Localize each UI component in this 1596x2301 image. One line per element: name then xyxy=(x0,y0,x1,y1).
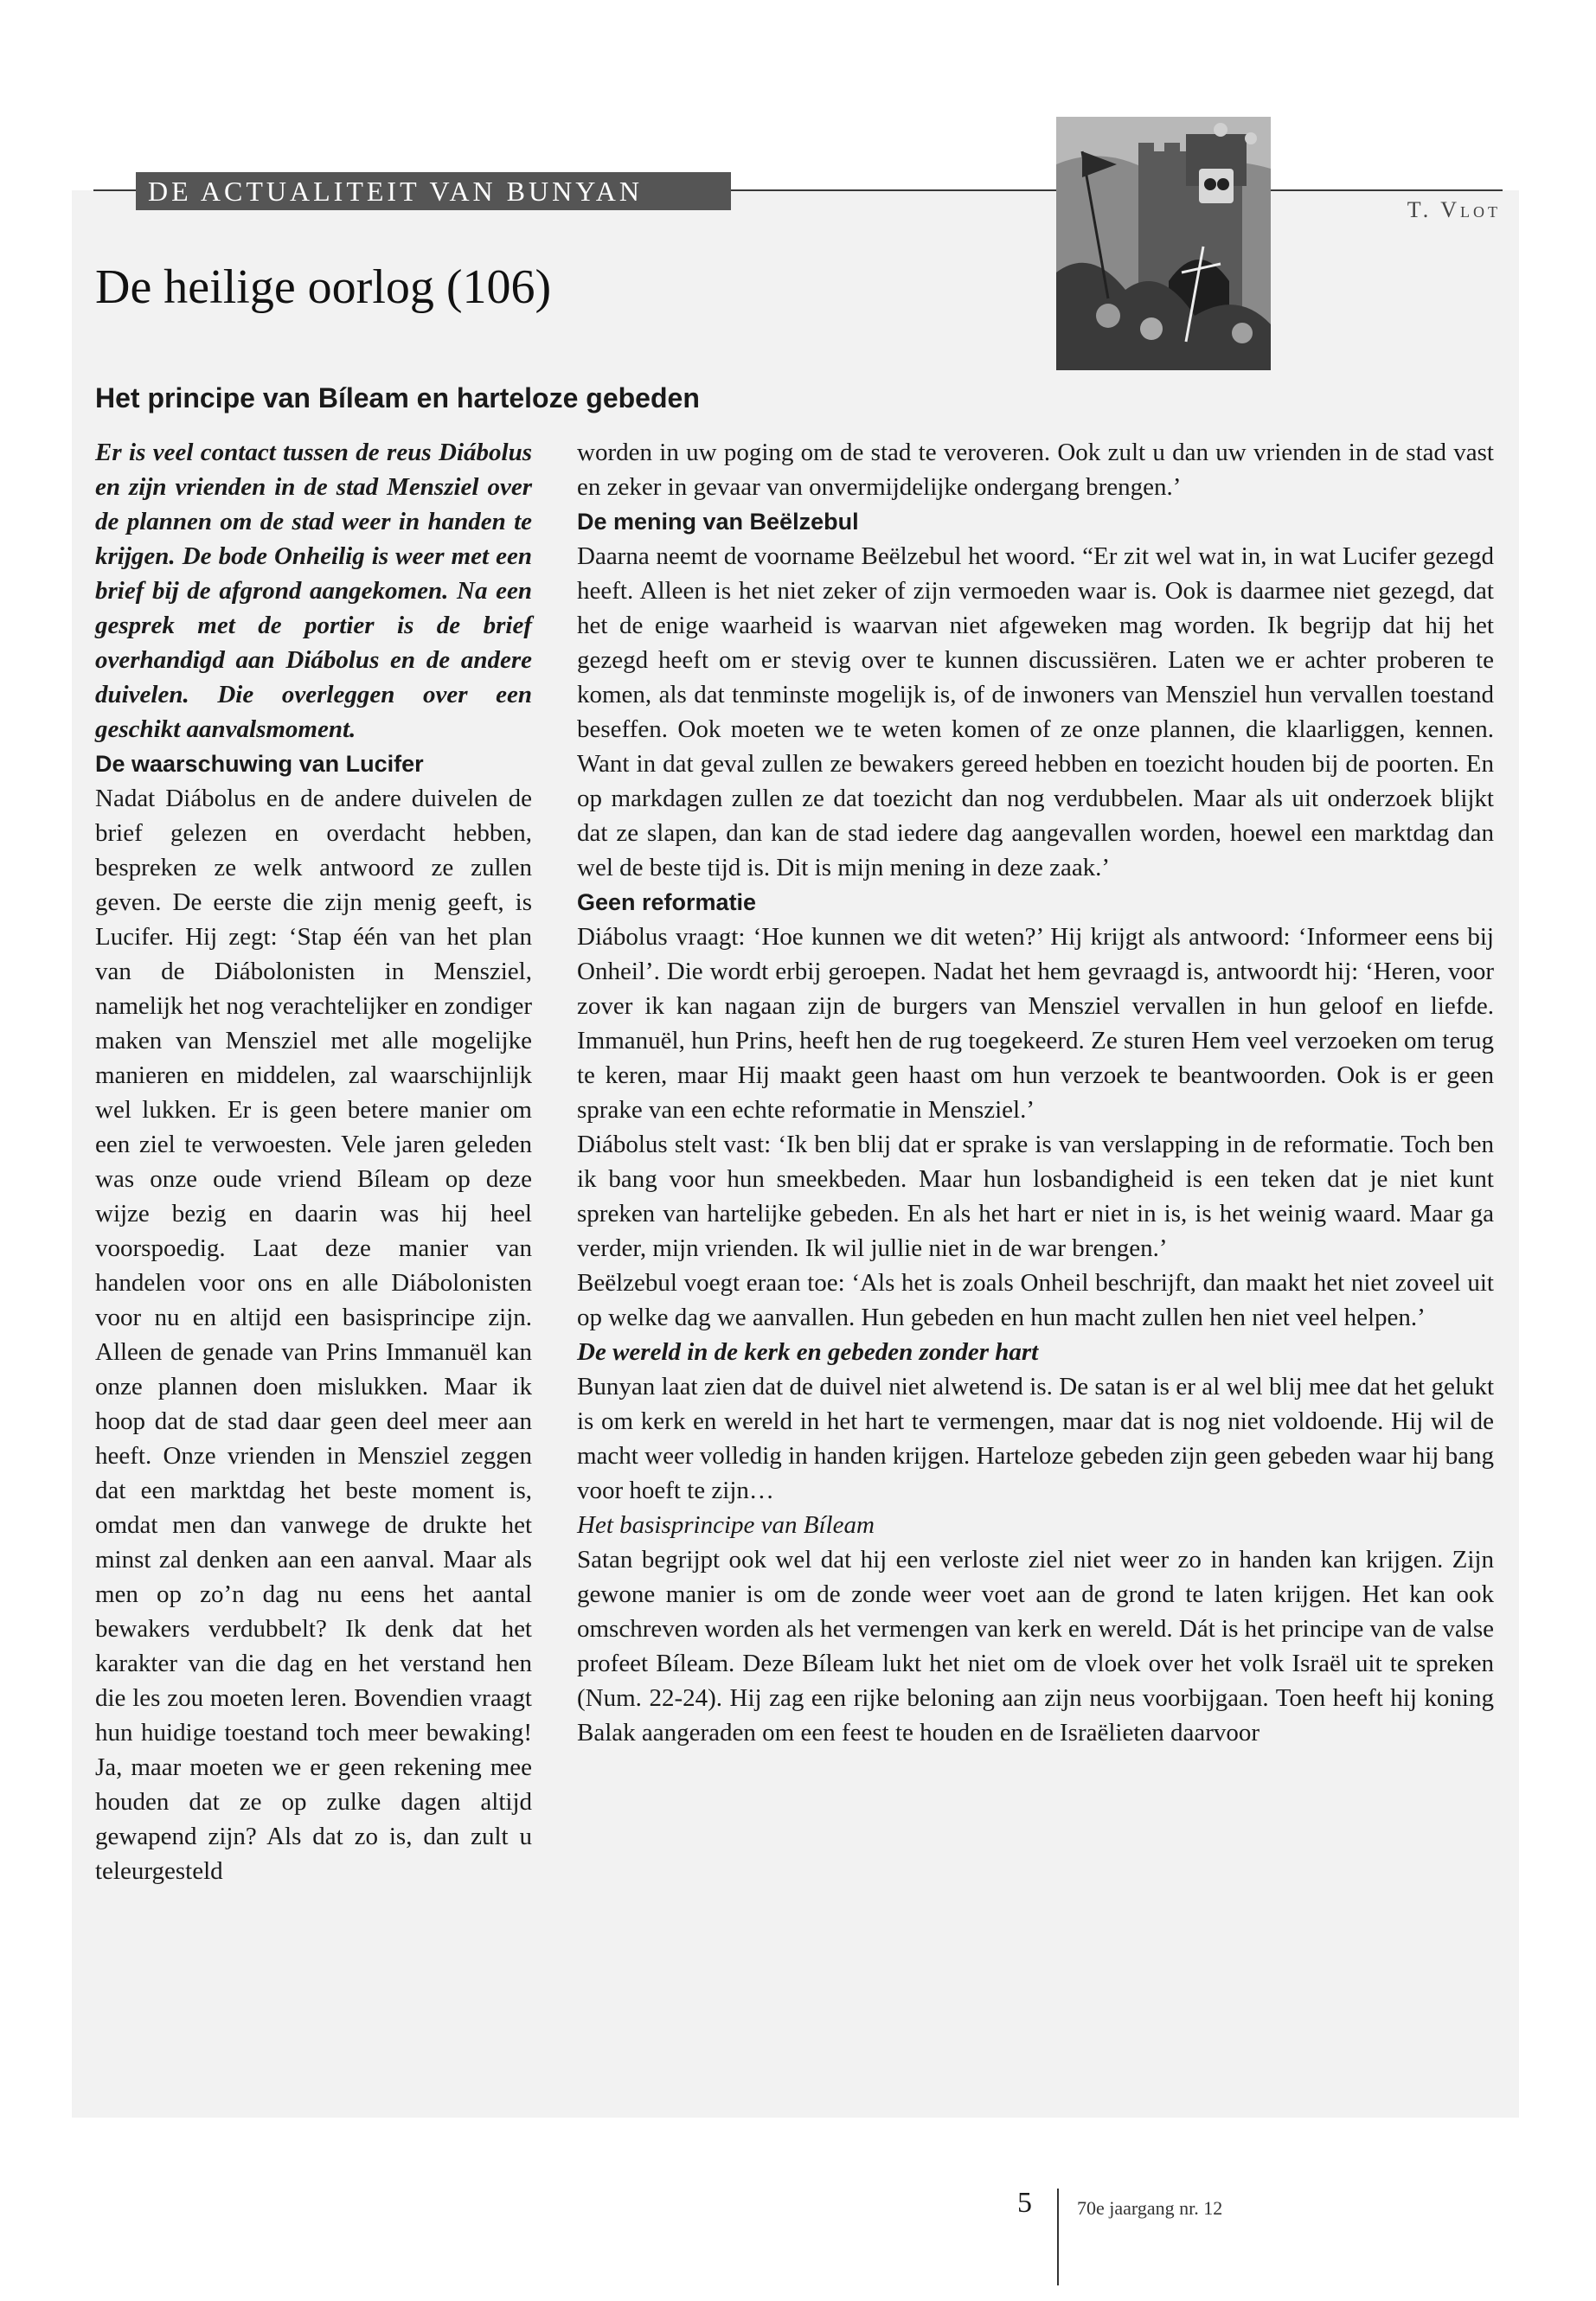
body-paragraph: Bunyan laat zien dat de duivel niet alwetend is. De satan is er al wel blij mee dat het gelukt is om kerk en wereld in het hart te vermengen, maar dat is nog niet voldoende. Hij wil de macht weer volledig in handen krijgen. Harteloze gebeden zijn geen gebeden waar hij bang voor hoeft te zijn… xyxy=(577,1373,1494,1504)
subsection-heading-bileam: Het basisprincipe van Bíleam xyxy=(577,1511,875,1539)
article-subtitle: Het principe van Bíleam en harteloze gebeden xyxy=(95,382,700,413)
right-column xyxy=(577,435,1494,1750)
section-heading-wereld: De wereld in de kerk en gebeden zonder hart xyxy=(577,1338,1039,1366)
series-rubric: DE ACTUALITEIT VAN BUNYAN xyxy=(136,172,731,210)
body-paragraph: Satan begrijpt ook wel dat hij een verloste ziel niet weer zo in handen kan krijgen. Zijn gewone manier is om de zonde weer voet aan de grond te laten krijgen. Het kan ook omschreven worden als het vermengen van kerk en wereld. Dát is het principe van de valse profeet Bíleam. Deze Bíleam lukt het niet om de vloek over het volk Israël uit te spreken (Num. 22-24). Hij zag een rijke beloning aan zijn neus voorbijgaan. Toen heeft hij koning Balak aangeraden om een feest te houden en de Israëlieten daarvoor xyxy=(577,1546,1494,1747)
body-paragraph: Diábolus vraagt: ‘Hoe kunnen we dit weten?’ Hij krijgt als antwoord: ‘Informeer eens bij Onheil’. Die wordt erbij geroepen. Nadat het hem gevraagd is, antwoordt hij: ‘Heren, voor zover ik kan nagaan zijn de burgers van Mensziel vervallen in hun geloof en liefde. Immanuël, hun Prins, heeft hen de rug toegekeerd. Ze sturen Hem veel verzoeken om terug te keren, maar Hij maakt geen haast om hun verzoek te beantwoorden. Ook is er geen sprake van een echte reformatie in Mensziel.’ xyxy=(577,923,1494,1124)
intro-paragraph: Er is veel contact tussen de reus Diábolus en zijn vrienden in de stad Mensziel over de plannen om de stad weer in handen te krijgen. De bode Onheilig is weer met een brief bij de afgrond aangekomen. Na een gesprek met de portier is de brief overhandigd aan Diábolus en de andere duivelen. Die overleggen over een geschikt aanvalsmoment. xyxy=(95,439,532,743)
issue-label: 70e jaargang nr. 12 xyxy=(1077,2197,1223,2219)
left-column xyxy=(95,435,532,1888)
header-rule-left xyxy=(93,189,137,191)
body-paragraph: Nadat Diábolus en de andere duivelen de brief gelezen en overdacht hebben, bespreken ze welk antwoord ze zullen geven. De eerste die zijn menig geeft, is Lucifer. Hij zegt: ‘Stap één van het plan van de Diábolonisten in Mensziel, namelijk het nog verachtelijker en zondiger maken van Mensziel met alle mogelijke manieren en middelen, zal waarschijnlijk wel lukken. Er is geen betere manier om een ziel te verwoesten. Vele jaren geleden was onze oude vriend Bíleam op deze wijze bezig en daarin was hij heel voorspoedig. Laat deze manier van handelen voor ons en alle Diábolonisten voor nu en altijd een basisprincipe zijn. Alleen de genade van Prins Immanuël kan onze plannen doen mislukken. Maar ik hoop dat de stad daar geen deel meer aan heeft. Onze vrienden in Mensziel zeggen dat een marktdag het beste moment is, omdat men dan vanwege de drukte het minst zal denken aan een aanval. Maar als men op zo’n dag nu eens het aantal bewakers verdubbelt? Ik denk dat het karakter van die dag en het verstand hen die les zou moeten leren. Bovendien vraagt hun huidige toestand toch meer bewaking! Ja, maar moeten we er geen rekening mee houden dat ze op zulke dagen altijd gewapend zijn? Als dat zo is, dan zult u teleurgesteld xyxy=(95,785,532,1885)
section-heading-beelzebul: De mening van Beëlzebul xyxy=(577,509,859,535)
author-name: T. Vlot xyxy=(1407,197,1501,222)
footer-divider xyxy=(1057,2189,1059,2285)
page-number: 5 xyxy=(1017,2187,1032,2219)
body-paragraph: Diábolus stelt vast: ‘Ik ben blij dat er sprake is van verslapping in de reformatie. Toch ben ik bang voor hun smeekbeden. Maar hun losbandigheid is een teken dat je niet kunt spreken van hartelijke gebeden. En als het hart er niet in is, is het weinig waard. Maar ga verder, mijn vrienden. Ik wil jullie niet in de war brengen.’ xyxy=(577,1131,1494,1262)
article-title: De heilige oorlog (106) xyxy=(95,260,552,314)
illustration-drawing xyxy=(1056,117,1271,370)
body-paragraph: Beëlzebul voegt eraan toe: ‘Als het is zoals Onheil beschrijft, dan maakt het niet zoveel uit op welke dag we aanvallen. Hun gebeden en hun macht zullen hen niet veel helpen.’ xyxy=(577,1269,1494,1331)
castle-siege-illustration xyxy=(1056,117,1271,370)
section-heading-lucifer: De waarschuwing van Lucifer xyxy=(95,751,424,777)
body-paragraph: worden in uw poging om de stad te veroveren. Ook zult u dan uw vrienden in de stad vast en zeker in gevaar van onvermijdelijke ondergang brengen.’ xyxy=(577,439,1494,501)
body-paragraph: Daarna neemt de voorname Beëlzebul het woord. “Er zit wel wat in, in wat Lucifer gezegd heeft. Alleen is het niet zeker of zijn vermoeden waar is. Ook is daarmee niet gezegd, dat het de enige waarheid is waarvan niet afgeweken mag worden. Ik begrijp dat hij het gezegd heeft om er stevig over te kunnen discussiëren. Laten we er achter proberen te komen, als dat tenminste mogelijk is, of de inwoners van Mensziel hun vervallen toestand beseffen. Ook moeten we te weten komen of ze onze plannen, die klaarliggen, kennen. Want in dat geval zullen ze bewakers gereed hebben en toezicht houden bij de poorten. En op markdagen zullen ze dat toezicht dan nog verdubbelen. Maar als uit onderzoek blijkt dat ze slapen, dan kan de stad iedere dag aangevallen worden, hoewel een marktdag dan wel de beste tijd is. Dit is mijn mening in deze zaak.’ xyxy=(577,542,1494,881)
section-heading-reformatie: Geen reformatie xyxy=(577,889,757,915)
